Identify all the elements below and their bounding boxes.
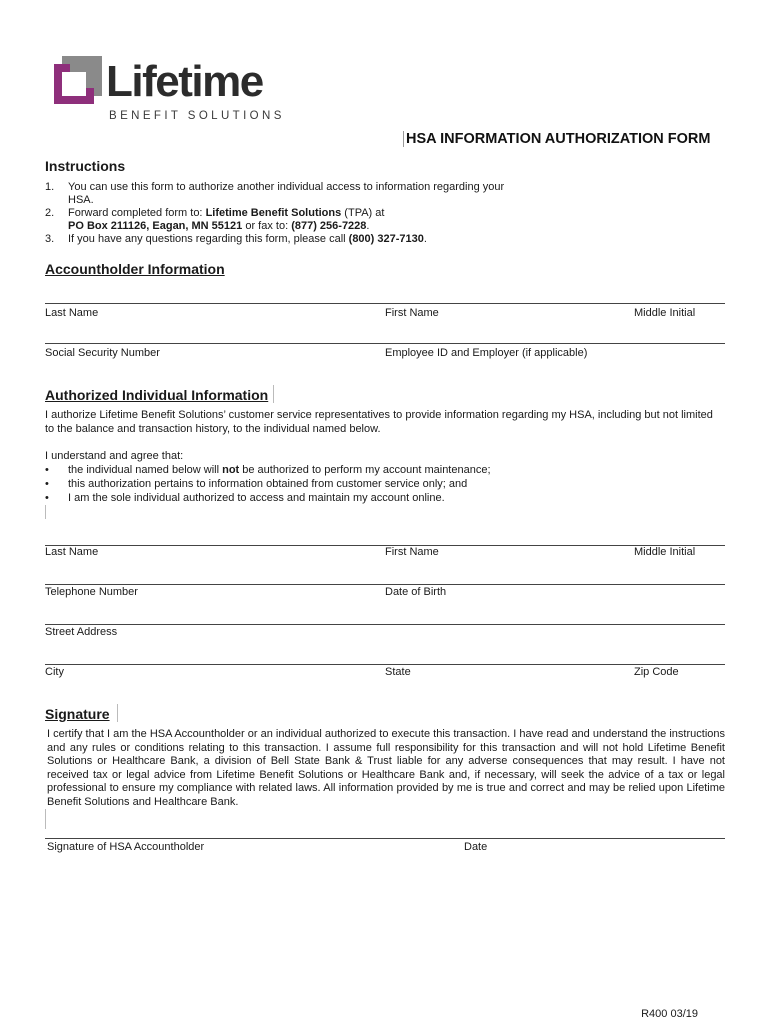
accountholder-heading: Accountholder Information [45,261,225,277]
text-cursor [45,505,46,519]
accountholder-name-line[interactable] [45,303,725,304]
list-item: 2. Forward completed form to: Lifetime Benefit Solutions (TPA) at PO Box 211126, Eagan, MN 55121 or fax to: (877) 256-7228. [45,207,385,232]
list-item: • I am the sole individual authorized to access and maintain my account online. [45,492,445,504]
agree-text: I understand and agree that: [45,450,184,462]
street-line[interactable] [45,624,725,625]
signature-heading: Signature [45,706,110,722]
telephone-label: Telephone Number [45,586,138,598]
accountholder-ssn-line[interactable] [45,343,725,344]
text-cursor [117,704,118,722]
lifetime-square-logo-icon [54,56,102,104]
authorized-last-name-label: Last Name [45,546,99,558]
authorized-middle-initial-label: Middle Initial [634,546,696,558]
accountholder-last-name-label: Last Name [45,307,99,319]
list-item: • the individual named below will not be authorized to perform my account maintenance; [45,464,491,476]
form-code: R400 03/19 [641,1008,698,1020]
accountholder-employee-label: Employee ID and Employer (if applicable) [385,347,588,359]
signature-label: Signature of HSA Accountholder [47,841,205,853]
authorized-paragraph: I authorize Lifetime Benefit Solutions’ customer service representatives to provide information regarding my HSA, including but not limited to the balance and transaction history, to the individual named below. [45,409,713,435]
accountholder-ssn-label: Social Security Number [45,347,160,359]
street-label: Street Address [45,626,118,638]
authorized-heading: Authorized Individual Information [45,387,269,403]
signature-paragraph: I certify that I am the HSA Accountholder or an individual authorized to execute this transaction. I have read and understand the instructions and any rules or conditions relating to this transaction. I assume full responsibility for this transaction and will not hold Lifetime Benefit Solutions or Healthcare Bank, a division of Bell State Bank & Trust liable for any adverse consequences that may result. I have not received tax or legal advice from Lifetime Benefit Solutions or Healthcare Bank and, if necessary, will seek the advice of a tax or legal professional to ensure my compliance with related laws. All information provided by me is true and correct and may be relied upon Lifetime Benefit Solutions and Healthcare Bank. [47,728,725,808]
text-cursor [273,385,274,403]
city-line[interactable] [45,664,725,665]
list-item: • this authorization pertains to information obtained from customer service only; and [45,478,468,490]
city-label: City [45,666,64,678]
instructions-list [45,181,545,246]
state-label: State [385,666,411,678]
authorized-first-name-label: First Name [385,546,439,558]
accountholder-middle-initial-label: Middle Initial [634,307,696,319]
logo-subtitle: BENEFIT SOLUTIONS [109,110,285,122]
form-title: HSA INFORMATION AUTHORIZATION FORM [403,131,710,147]
list-item: 3. If you have any questions regarding this form, please call (800) 327-7130. [45,233,427,245]
authorized-phone-line[interactable] [45,584,725,585]
accountholder-first-name-label: First Name [385,307,439,319]
text-cursor [45,809,46,829]
agreement-list [45,463,645,505]
instructions-heading: Instructions [45,158,126,174]
date-label: Date [464,841,488,853]
lifetime-logo [54,56,299,126]
list-item: 1. You can use this form to authorize another individual access to information regarding your HSA. [45,181,505,206]
dob-label: Date of Birth [385,586,447,598]
signature-line[interactable] [45,838,725,839]
zip-label: Zip Code [634,666,679,678]
logo-wordmark: Lifetime [106,57,263,106]
